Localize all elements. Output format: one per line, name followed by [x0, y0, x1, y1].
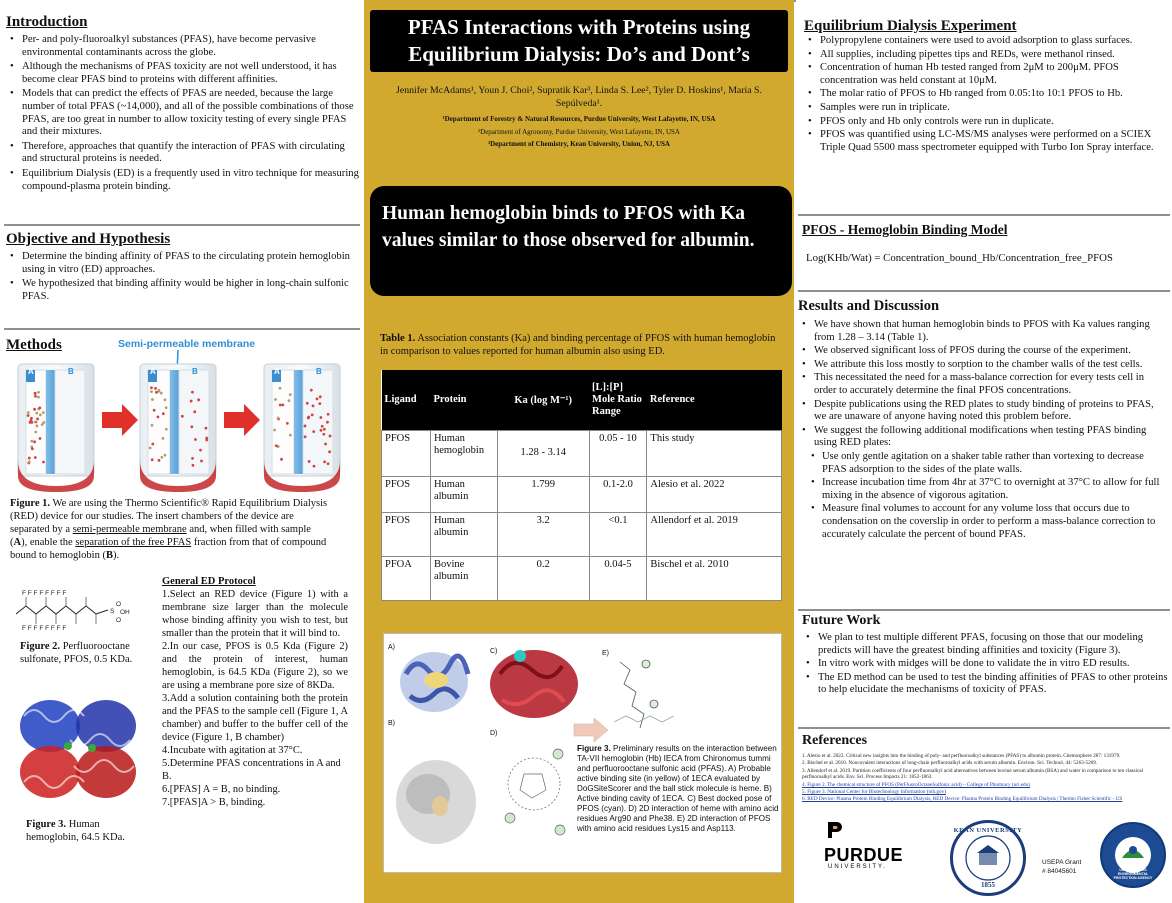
list-item: • We attribute this loss mostly to sorption to the chamber walls of the test cells. — [798, 359, 1168, 372]
list-item: • Increase incubation time from 4hr at 37°C to overnight at 37°C to allow for full mixing in the absence of vigorous agitation. — [808, 477, 1168, 502]
red-device-svg — [10, 336, 360, 492]
pfas-particle — [306, 402, 309, 405]
hemoglobin-structure-figure — [10, 686, 150, 806]
purdue-logo — [824, 846, 924, 870]
pfas-particle — [34, 395, 37, 398]
column-header: Protein — [430, 370, 497, 430]
table-row: PFOS Human albumin 3.2 <0.1 Allendorf et al. 2019 — [382, 512, 782, 556]
introduction-section — [6, 14, 360, 195]
results-section — [798, 298, 1168, 542]
pfas-particle — [304, 435, 307, 438]
protocol-title: General ED Protocol — [162, 576, 256, 587]
reference-item[interactable]: 5. Figure 3. National Center for Biotechnology Information (nih.gov) — [802, 789, 946, 796]
pfas-particle — [151, 458, 154, 461]
ed-experiment-list — [804, 35, 1168, 154]
pfas-particle — [318, 402, 321, 405]
results-title: Results and Discussion — [798, 298, 940, 314]
pfas-particle — [181, 415, 184, 418]
pfas-particle — [304, 425, 307, 428]
pfas-particle — [151, 398, 154, 401]
pfas-particle — [326, 421, 329, 424]
purdue-sub: UNIVERSITY. — [828, 864, 887, 870]
pfas-particle — [150, 390, 153, 393]
results-sublist — [808, 451, 1168, 541]
pfas-particle — [34, 456, 37, 459]
pfas-particle — [288, 399, 291, 402]
pfas-particle — [275, 444, 278, 447]
panel-label: B) — [388, 720, 395, 727]
model-equation: Log(KHb/Wat) = Concentration_bound_Hb/Concentration_free_PFOS — [806, 252, 1113, 264]
ed-protocol — [162, 576, 348, 809]
protocol-step: 4.Incubate with agitation at 37°C. — [162, 745, 303, 756]
chamber-a-label: A — [274, 367, 280, 376]
kean-name: KEAN UNIVERSITY — [953, 827, 1023, 834]
pfas-particle — [200, 460, 203, 463]
panel-c-protein — [490, 650, 578, 718]
list-item: • Concentration of human Hb tested ranged from 2μM to 200μM. PFOS concentration was held constant at 10μM. — [804, 62, 1168, 87]
pfas-particle — [323, 460, 326, 463]
pfas-particle — [313, 465, 316, 468]
pfas-particle — [274, 398, 277, 401]
svg-text:F F F F F F F F: F F F F F F F F — [22, 590, 67, 597]
hemoglobin-subunit — [20, 746, 80, 798]
list-item: • PFOS was quantified using LC-MS/MS analyses were performed on a SCIEX Triple Quad 5500 mass spectrometer equipped with Turbo Ion Spray interface. — [804, 129, 1168, 154]
protocol-step: 7.[PFAS]A > B, binding. — [162, 797, 266, 808]
section-divider — [798, 214, 1170, 216]
pfas-particle — [39, 437, 42, 440]
section-divider — [4, 328, 360, 330]
protocol-step: 1.Select an RED device (Figure 1) with a membrane size larger than the molecule whose binding affinity you wish to test, but smaller than the protein that it will bind to. — [162, 589, 348, 639]
purdue-wordmark: PURDUE — [824, 845, 904, 865]
pfas-particle — [312, 430, 315, 433]
pfas-particle — [38, 406, 41, 409]
pfas-particle — [42, 411, 45, 414]
pfas-particle — [321, 425, 324, 428]
pfas-particle — [28, 457, 31, 460]
center-column — [364, 0, 794, 903]
objective-section — [6, 231, 360, 305]
pfas-particle — [39, 413, 42, 416]
pfas-particle — [289, 393, 292, 396]
protocol-step: 3.Add a solution containing both the protein and the PFAS to the sample cell (Figure 1, A chamber) and buffer to the buffer cell of the device (Figure 1, B chamber) — [162, 693, 348, 743]
pfas-particle — [165, 406, 168, 409]
pfas-particle — [34, 392, 37, 395]
introduction-list — [6, 34, 360, 193]
objective-title: Objective and Hypothesis — [6, 231, 171, 247]
pfas-particle — [162, 437, 165, 440]
section-divider — [4, 224, 360, 226]
reference-item[interactable]: 4. Figure 2. The chemical structure of PFOS (PerFluoroOctaneSulfonic acid) – College of Pharmacy (uri.edu) — [802, 781, 1030, 788]
chamber-a-label: A — [150, 367, 156, 376]
table-1-caption: Table 1. Association constants (Ka) and binding percentage of PFOS with human hemoglobin in comparison to values reported for human albumin also using ED. — [380, 333, 776, 357]
pfas-particle — [158, 459, 161, 462]
pfas-particle — [197, 398, 200, 401]
list-item: • This necessitated the need for a mass-balance correction for every tests cell in order to accurately determine the final PFOS concentrations. — [798, 372, 1168, 397]
list-item: • PFOS only and Hb only controls were run in duplicate. — [804, 116, 1168, 129]
references-section — [802, 733, 1168, 804]
heme-group — [64, 742, 72, 750]
panel-label: A) — [388, 644, 395, 651]
list-item: • The molar ratio of PFOS to Hb ranged from 0.05:1to 10:1 PFOS to Hb. — [804, 88, 1168, 101]
pfas-particle — [151, 424, 154, 427]
panel-label: E) — [602, 650, 609, 657]
column-header: Ka (log M⁻¹) — [497, 370, 589, 430]
list-item: • Equilibrium Dialysis (ED) is a frequently used in vitro technique for measuring compound-plasma protein binding. — [6, 168, 360, 193]
pfas-particle — [31, 447, 34, 450]
table-row: PFOS Human hemoglobin 1.28 - 3.14 0.05 - 10 This study — [382, 430, 782, 476]
pfas-particle — [151, 443, 154, 446]
arrow-right-icon — [224, 404, 260, 436]
pfas-particle — [327, 462, 330, 465]
kean-year: 1855 — [981, 881, 995, 889]
pfas-particle — [190, 400, 193, 403]
pfas-particle — [191, 391, 194, 394]
title-banner — [370, 10, 788, 72]
pfas-particle — [190, 425, 193, 428]
epa-seal — [1100, 822, 1166, 888]
pfas-particle — [30, 440, 33, 443]
model-title: PFOS - Hemoglobin Binding Model — [802, 222, 1008, 237]
ed-experiment-section — [804, 18, 1168, 155]
pfas-particle — [205, 427, 208, 430]
pfas-particle — [289, 434, 292, 437]
pfas-particle — [199, 449, 202, 452]
column-header: Reference — [647, 370, 782, 430]
pfas-particle — [42, 461, 45, 464]
affiliations — [376, 113, 782, 151]
pfas-particle — [279, 387, 282, 390]
pfas-particle — [323, 428, 326, 431]
pfas-particle — [162, 412, 165, 415]
pfas-particle — [33, 440, 36, 443]
references-title: References — [802, 733, 868, 748]
panel-label: C) — [490, 648, 498, 655]
pfas-particle — [37, 391, 40, 394]
arrow-right-icon — [574, 718, 608, 742]
list-item: • Therefore, approaches that quantify the interaction of PFAS with circulating and structural proteins is needed. — [6, 141, 360, 166]
protocol-step: 5.Determine PFAS concentrations in A and B. — [162, 758, 341, 782]
panel-label: D) — [490, 730, 498, 737]
affiliation: ¹Department of Forestry & Natural Resources, Purdue University, West Lafayette, IN, USA — [442, 115, 716, 123]
figure-3-panel — [383, 633, 782, 873]
pfas-particle — [160, 456, 163, 459]
pfas-particle — [328, 450, 331, 453]
pfas-particle — [34, 431, 37, 434]
pfas-particle — [30, 417, 33, 420]
figure-1-illustration — [10, 336, 360, 492]
model-section — [802, 222, 1168, 264]
affiliation: ³Department of Chemistry, Kean University, Union, NJ, USA — [488, 140, 670, 148]
ed-experiment-title: Equilibrium Dialysis Experiment — [804, 18, 1017, 34]
pfas-particle — [37, 396, 40, 399]
red-device-after — [264, 364, 340, 492]
table-row: PFOA Bovine albumin 0.2 0.04-5 Bischel et al. 2010 — [382, 556, 782, 600]
column-header: [L]:[P] Mole Ratio Range — [589, 370, 647, 430]
pfas-particle — [153, 409, 156, 412]
pfas-particle — [316, 397, 319, 400]
list-item: • Although the mechanisms of PFAS toxicity are not well understood, it has become clear PFAS bind to proteins with different affinities. — [6, 61, 360, 86]
pfas-particle — [329, 435, 332, 438]
poster-title: PFAS Interactions with Proteins using Equilibrium Dialysis: Do’s and Dont’s — [407, 15, 751, 66]
pfas-particle — [155, 391, 158, 394]
table-header-row — [382, 370, 782, 430]
list-item: • We hypothesized that binding affinity would be higher in long-chain sulfonic PFAS. — [6, 278, 360, 303]
right-column — [794, 0, 1172, 903]
pfas-particle — [28, 461, 31, 464]
reference-item: 2. Bischel et al. 2010. Noncovalent interactions of long-chain perfluoroalkyl acids with serum albumin. Environ. Sci. Technol. 44: 5263-5269. — [802, 760, 1098, 767]
methods-title: Methods — [6, 337, 62, 353]
pfas-particle — [34, 421, 37, 424]
list-item: • We plan to test multiple different PFAS, focusing on those that our modeling predicts will have the greatest binding affinities and toxicity (Figure 3). — [802, 632, 1168, 657]
grant-info — [1042, 858, 1081, 876]
column-divider — [794, 0, 796, 2]
pfas-particle — [165, 428, 168, 431]
list-item: • Determine the binding affinity of PFAS to the circulating protein hemoglobin using in vitro (ED) approaches. — [6, 251, 360, 276]
future-work-list — [802, 632, 1168, 697]
pfas-particle — [35, 412, 38, 415]
results-list — [798, 319, 1168, 450]
pfas-particle — [319, 416, 322, 419]
grant-number: # 84045601 — [1042, 868, 1077, 875]
pfas-particle — [150, 386, 153, 389]
pfas-particle — [311, 414, 314, 417]
chamber-b-label: B — [316, 367, 322, 376]
pfas-particle — [36, 425, 39, 428]
list-item: • We suggest the following additional modifications when testing PFAS binding using RED plates: — [798, 425, 1168, 450]
pfas-particle — [41, 423, 44, 426]
heme-group — [88, 744, 96, 752]
pfas-particle — [164, 454, 167, 457]
list-item: • Per- and poly-fluoroalkyl substances (PFAS), have become pervasive environmental contaminants across the globe. — [6, 34, 360, 59]
figure-3-panel-caption: Figure 3. Preliminary results on the interaction between TA-VII hemoglobin (Hb) IECA from Chironomus tummi and perfluorooctane sulfonic acid (PFAS). A) Probable active binding site (in yellow) of 1ECA evaluated by DoGSiteScorer and the ball stick molecule is heme. B) Active binding cavity of 1ECA. C) Best docked pose of PFOS (cyan). D) 2D interaction of heme with amino acid residues Arg90 and Phe38. E) 2D interaction of PFOS with amino acid residues Lys15 and Asp113. — [577, 744, 779, 833]
figure-label: Figure 1. — [10, 498, 51, 509]
list-item: • Despite publications using the RED plates to study binding of proteins to PFAS, we are unaware of anyone having noted this problem before. — [798, 399, 1168, 424]
pfas-particle — [27, 411, 30, 414]
pfas-particle — [27, 414, 30, 417]
purdue-p-icon — [824, 820, 844, 840]
pfas-particle — [307, 416, 310, 419]
panel-d-interaction — [505, 749, 565, 835]
svg-text:O: O — [116, 601, 122, 608]
list-item: • Polypropylene containers were used to avoid adsorption to glass surfaces. — [804, 35, 1168, 48]
pfas-particle — [205, 439, 208, 442]
pfas-particle — [192, 464, 195, 467]
pfas-particle — [277, 417, 280, 420]
pfas-particle — [193, 410, 196, 413]
pfas-particle — [279, 404, 282, 407]
pfas-particle — [312, 405, 315, 408]
pfas-particle — [310, 389, 313, 392]
pfas-particle — [324, 443, 327, 446]
table-row: PFOS Human albumin 1.799 0.1-2.0 Alesio et al. 2022 — [382, 476, 782, 512]
list-item: • Models that can predict the effects of PFAS are needed, because the large number of total PFAS (~14,000), and all of the possible combinations of those PFAS, are too great in number to allow toxicity testing of every single PFAS and their mixtures. — [6, 88, 360, 138]
panel-a-protein — [400, 652, 468, 712]
chamber-b-label: B — [68, 367, 74, 376]
table-1 — [381, 370, 782, 601]
chamber-a-label: A — [28, 367, 34, 376]
reference-item[interactable]: 6. RED Device: Plasma Protein Binding Equilibrium Dialysis, RED Device: Plasma Protein Binding Equilibrium Dialysis | Thermo Fisher Scientific - US — [802, 796, 1123, 803]
affiliation: ²Department of Agronomy, Purdue University, West Lafayette, IN, USA — [478, 127, 680, 136]
protocol-step: 6.[PFAS] A = B, no binding. — [162, 784, 281, 795]
chamber-b-label: B — [192, 367, 198, 376]
pfas-particle — [319, 395, 322, 398]
figure-2-caption: Figure 2. Perfluorooctane sulfonate, PFOS, 0.5 KDa. — [20, 641, 133, 665]
red-device-before — [18, 364, 94, 492]
pfas-particle — [281, 403, 284, 406]
pfas-particle — [149, 447, 152, 450]
headline-box — [370, 186, 792, 296]
reference-item: 3. Allendorf et al. 2019. Partition coefficients of four perfluoroalkyl acid alternatives between bovine serum albumin (BSA) and water in comparison to ten classical perfluoroalkyl acids. Env. Sci. Process Impacts 21: 1852-1863. — [802, 767, 1144, 781]
svg-text:OH: OH — [120, 609, 130, 616]
list-item: • We observed significant loss of PFOS during the course of the experiment. — [798, 345, 1168, 358]
left-column — [0, 0, 364, 903]
pfas-particle — [320, 429, 323, 432]
section-divider — [798, 609, 1170, 611]
list-item: • Samples were run in triplicate. — [804, 102, 1168, 115]
pfas-particle — [36, 418, 39, 421]
pfas-particle — [160, 392, 163, 395]
objective-list — [6, 251, 360, 303]
panel-b-surface — [396, 760, 476, 844]
pfas-particle — [194, 438, 197, 441]
pfas-particle — [164, 398, 167, 401]
list-item: • In vitro work with midges will be done to validate the in vitro ED results. — [802, 658, 1168, 671]
pfas-particle — [308, 460, 311, 463]
svg-text:S: S — [110, 608, 115, 615]
pfas-particle — [322, 433, 325, 436]
kean-seal — [950, 820, 1026, 896]
pfas-particle — [191, 457, 194, 460]
pfas-particle — [327, 413, 330, 416]
panel-e-interaction — [620, 660, 658, 728]
pfas-particle — [273, 429, 276, 432]
pfas-particle — [280, 458, 283, 461]
future-work-title: Future Work — [802, 613, 881, 628]
grant-line: USEPA Grant — [1042, 859, 1082, 866]
protocol-step: 2.In our case, PFOS is 0.5 Kda (Figure 2) and the protein of interest, human hemoglobin, is 64.5 KDa (Figure 2), so we are using a membrane pore size of 8KDa. — [162, 641, 348, 691]
list-item: • Use only gentle agitation on a shaker table rather than vortexing to decrease PFAS adsorption to the sides of the plate walls. — [808, 451, 1168, 476]
pfas-particle — [33, 408, 36, 411]
epa-text: UNITED STATES ENVIRONMENTAL PROTECTION AGENCY — [1113, 868, 1153, 880]
arrow-right-icon — [102, 404, 138, 436]
headline-text: Human hemoglobin binds to PFOS with Ka values similar to those observed for albumin. — [382, 203, 755, 251]
list-item: • We have shown that human hemoglobin binds to PFOS with Ka values ranging from 1.28 – 3.14 (Table 1). — [798, 319, 1168, 344]
section-divider — [798, 290, 1170, 292]
reference-item: 1. Alesio et al. 2022. Critical new insights into the binding of poly- and perfluoroalkyl substances (PFAS) to albumin protein. Chemosphere 287: 131979. — [802, 753, 1121, 759]
author-list: Jennifer McAdams¹, Youn J. Choi², Supratik Kar³, Linda S. Lee², Tyler D. Hoskins¹, Maria S. Sepúlveda¹. — [396, 85, 762, 109]
svg-text:F F F F F F F F: F F F F F F F F — [22, 625, 67, 632]
pfas-particle — [157, 416, 160, 419]
future-work-section — [802, 613, 1168, 698]
membrane-label: Semi-permeable membrane — [118, 338, 256, 350]
svg-text:O: O — [116, 617, 122, 624]
pfos-structure-figure — [12, 586, 152, 636]
list-item: • Measure final volumes to account for any volume loss that occurs due to condensation on the coverslip in order to perform a mass-balance correction to accurately calculate the percent of bound PFAS. — [808, 503, 1168, 541]
pfas-particle — [154, 387, 157, 390]
figure-1-caption: Figure 1. We are using the Thermo Scientific® Rapid Equilibrium Dialysis (RED) device for our studies. The insert chambers of the device are separated by a semi-permeable membrane and, when filled with sample (A), enable the separation of the free PFAS fraction from that of compound bound to hemoglobin (B). — [10, 498, 328, 561]
figure-3-caption: Figure 3. Human hemoglobin, 64.5 KDa. — [26, 819, 125, 843]
section-divider — [798, 727, 1170, 729]
pfos-chain — [614, 716, 674, 722]
list-item: • All supplies, including pipettes tips and REDs, were methanol rinsed. — [804, 49, 1168, 62]
column-header: Ligand — [382, 370, 431, 430]
introduction-title: Introduction — [6, 14, 88, 30]
list-item: • The ED method can be used to test the binding affinities of PFAS to other proteins to help elucidate the mechanisms of toxicity of PFAS. — [802, 672, 1168, 697]
pfas-particle — [286, 422, 289, 425]
references-list — [802, 753, 1154, 803]
